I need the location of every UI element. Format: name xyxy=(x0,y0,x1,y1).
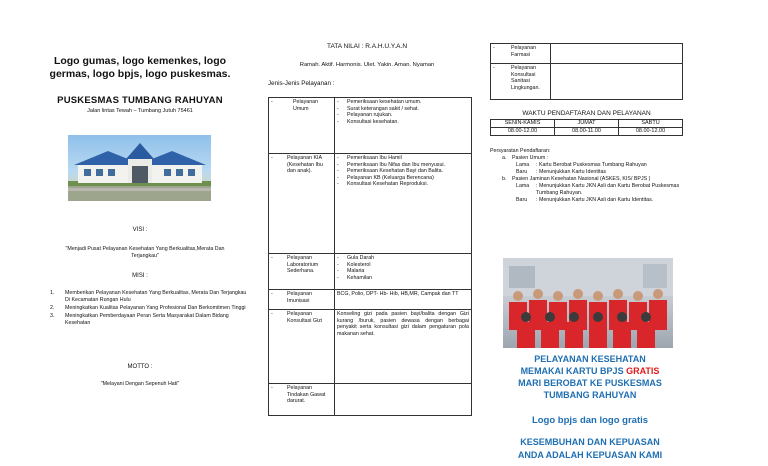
motto-title: MOTTO : xyxy=(127,364,153,370)
service-name: Pelayanan Imunisasi xyxy=(287,291,313,304)
table-row: - Pelayanan Imunisasi BCG, Polio, DPT- Hb- Hib, HB,MR, Campak dan TT xyxy=(269,290,472,310)
table-row: - Pelayanan Laboratorium Sederhana. - Gula Darah - Kolesterol - Malaria - Kehamilan xyxy=(269,254,472,290)
gratis-text: GRATIS xyxy=(626,366,660,376)
service-name: Pelayanan KIA (Kesehatan Ibu dan anak). xyxy=(287,155,323,175)
promo-line-1: PELAYANAN KESEHATAN xyxy=(534,354,646,364)
promo-line-4: TUMBANG RAHUYAN xyxy=(543,390,637,400)
jenis-pelayanan-title: Jenis-Jenis Pelayanan : xyxy=(268,80,335,87)
table-row: - Pelayanan Tindakan Gawat darurat. xyxy=(269,384,472,416)
table-row: - Pelayanan Umum - Pemeriksaan kesehatan umum. - Surat keterangan sakit / sehat. - Pelayanan rujukan. - Konsultasi kesehatan. xyxy=(269,98,472,154)
logo-bpjs-text: Logo bpjs dan logo gratis xyxy=(531,415,649,426)
schedule-table xyxy=(490,119,683,136)
puskesmas-building-photo xyxy=(68,135,211,201)
services-table-continued xyxy=(490,43,683,100)
service-name: Pelayanan Umum xyxy=(293,99,319,112)
tata-nilai-title: TATA NILAI : R.A.H.U.Y.A.N xyxy=(326,43,408,50)
middle-panel xyxy=(258,0,476,466)
misi-title: MISI : xyxy=(132,273,148,279)
service-name: Pelayanan Konsultasi Sanitasi Lingkungan. xyxy=(511,65,540,91)
table-row: - Pelayanan KIA (Kesehatan Ibu dan anak). - Pemeriksaan Ibu Hamil - Pemeriksaan Ibu Nifas dan Ibu menyusui. - Pemeriksaan Kesehatan Bayi dan Balita. - Pelayanan KB (Keluarga Berencana) - Konsultasi Kesehatan Reproduksi. xyxy=(269,154,472,254)
visi-text: "Menjadi Pusat Pelayanan Kesehatan Yang Berkualitas,Merata Dan Terjangkau" xyxy=(65,246,225,259)
misi-list xyxy=(50,290,250,328)
table-row: - Pelayanan Konsultasi Sanitasi Lingkungan. xyxy=(491,64,683,100)
service-name: Pelayanan Tindakan Gawat darurat. xyxy=(287,385,326,405)
schedule-title: WAKTU PENDAFTARAN DAN PELAYANAN xyxy=(522,110,651,117)
table-row: - Pelayanan Konsultasi Gizi Konseling gizi pada pasien bayi/balita dengan Gizi kurang /buruk, pasien dewasa dengan berbagai penyakit serta konsultasi gizi dalam pengaturan pola makanan sehat. xyxy=(269,310,472,384)
registration-requirements: Persyaratan Pendaftaran: a. Pasien Umum : Lama : Kartu Berobat Puskesmas Tumbang Rahuyan Baru : Menunjukkan Kartu Identitas b. Pasien Jaminan Kesehatan Nasional (ASKES, KIS/ BPJS ) Lama : Menunjukkan Kartu JKN Asli dan Kartu Berobat Puskesmas Tumbang Rahuyan. Baru : Menunjukkan Kartu JKN Asli dan Kartu Identitas. xyxy=(490,148,690,204)
table-row: SENIN-KAMIS JUMAT SABTU xyxy=(491,120,683,128)
table-row: 08.00-12.00 08.00-11.00 08.00-12.00 xyxy=(491,128,683,136)
service-name: Pelayanan Konsultasi Gizi xyxy=(287,311,323,324)
left-panel xyxy=(0,0,258,466)
list-item: 1. Memberikan Pelayanan Kesehatan Yang Berkualitas, Merata Dan Terjangkau Di Kecamatan Rungan Hulu xyxy=(50,290,247,303)
closing-line-2: ANDA ADALAH KEPUASAN KAMI xyxy=(517,450,663,460)
motto-text: "Melayani Dengan Sepenuh Hati" xyxy=(100,381,180,387)
list-item: 2. Meningkatkan Kualitas Pelayanan Yang Profesional Dan Berkomitmen Tinggi xyxy=(50,305,246,311)
puskesmas-name: PUSKESMAS TUMBANG RAHUYAN xyxy=(57,95,223,106)
service-name: Pelayanan Farmasi xyxy=(511,45,537,58)
staff-group-photo xyxy=(503,258,673,348)
promo-line-3: MARI BEROBAT KE PUSKESMAS xyxy=(518,378,662,388)
requirements-title: Persyaratan Pendaftaran: xyxy=(490,148,551,154)
tata-nilai-values: Ramah. Aktif. Harmonis. Ulet. Yakin. Aman. Nyaman xyxy=(299,62,435,68)
right-panel xyxy=(476,0,768,466)
logo-placeholder-text: Logo gumas, logo kemenkes, logo germas, logo bpjs, logo puskesmas. xyxy=(49,55,231,80)
services-table xyxy=(268,97,472,416)
puskesmas-address: Jalan lintas Tewah – Tumbang Jutuh 75461 xyxy=(87,108,193,114)
promo-line-2: MEMAKAI KARTU BPJS GRATIS xyxy=(520,366,660,376)
closing-line-1: KESEMBUHAN DAN KEPUASAN xyxy=(520,437,660,447)
list-item: 3. Meningkatkan Pemberdayaan Peran Serta Masyarakat Dalam Bidang Kesehatan xyxy=(50,313,229,326)
table-row: - Pelayanan Farmasi xyxy=(491,44,683,64)
visi-title: VISI : xyxy=(132,227,148,233)
service-name: Pelayanan Laboratorium Sederhana. xyxy=(287,255,319,275)
